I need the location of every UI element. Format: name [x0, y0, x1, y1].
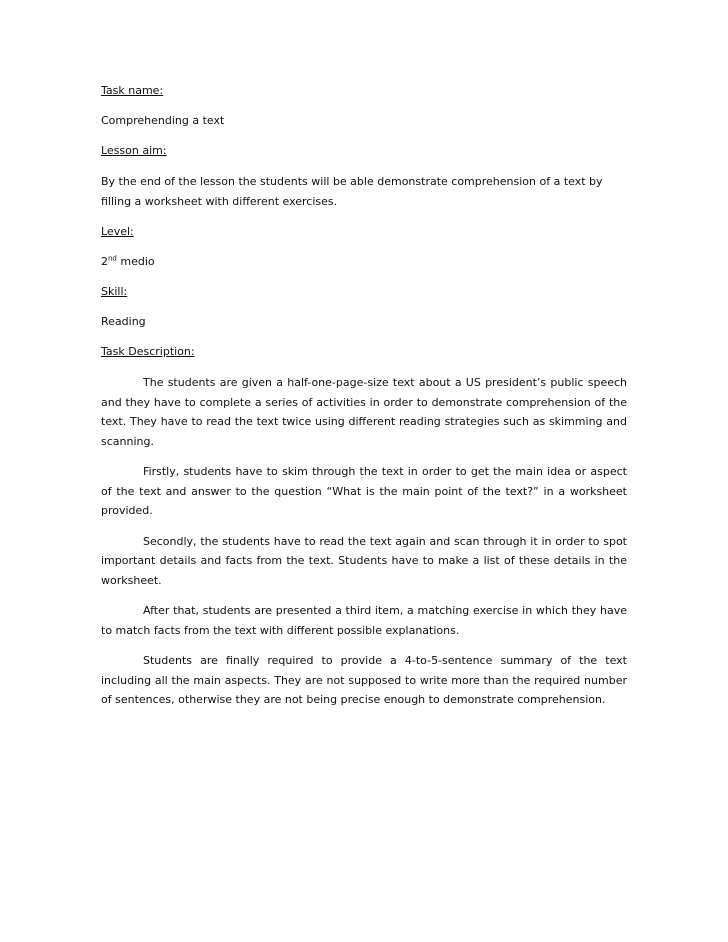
description-paragraph-3: Secondly, the students have to read the text again and scan through it in order to spot important details and facts from the text. Students have to make a list of these details in the worksheet. [101, 534, 627, 587]
description-paragraph-1: The students are given a half-one-page-size text about a US president’s public speech and they have to complete a series of activities in order to demonstrate comprehension of the text. They have to read the text twice using different reading strategies such as skimming and scanning. [101, 376, 627, 448]
level-rest: medio [116, 255, 155, 268]
task-name-value: Comprehending a text [101, 114, 225, 127]
level-heading: Level: [101, 225, 134, 238]
level-suffix: nd [108, 254, 117, 263]
skill-value: Reading [101, 315, 146, 328]
level-value [101, 253, 627, 271]
description-paragraph-5: Students are finally required to provide a 4-to-5-sentence summary of the text including all the main aspects. They are not supposed to write more than the required number of sentences, otherwise they are not being precise enough to demonstrate comprehension. [101, 654, 627, 706]
skill-heading: Skill: [101, 285, 128, 298]
description-paragraph-2: Firstly, students have to skim through the text in order to get the main idea or aspect of the text and answer to the question “What is the main point of the text?” in a worksheet provided. [101, 465, 627, 517]
lesson-aim-heading: Lesson aim: [101, 144, 167, 157]
task-description-heading: Task Description: [101, 345, 195, 358]
document-page [101, 82, 627, 721]
level-number: 2 [101, 255, 108, 268]
description-paragraph-4: After that, students are presented a third item, a matching exercise in which they have to match facts from the text with different possible explanations. [101, 604, 627, 637]
lesson-aim-value: By the end of the lesson the students will be able demonstrate comprehension of a text by filling a worksheet with different exercises. [101, 175, 603, 208]
task-name-heading: Task name: [101, 84, 164, 97]
